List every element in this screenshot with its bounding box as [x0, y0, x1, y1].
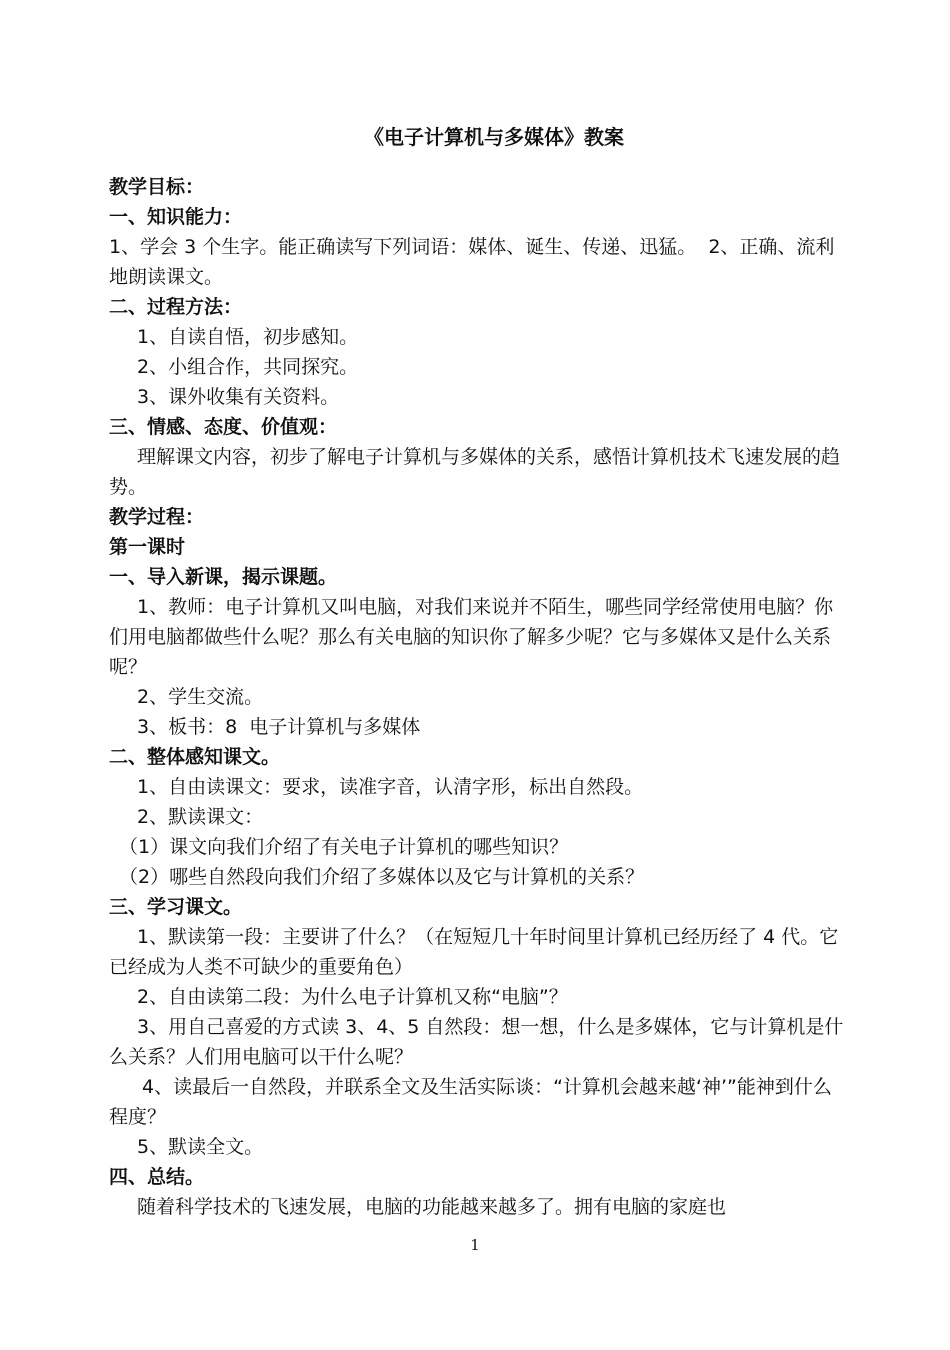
paragraph: （2）哪些自然段向我们介绍了多媒体以及它与计算机的关系？ — [119, 866, 645, 888]
paragraph: 1、默读第一段：主要讲了什么？（在短短几十年时间里计算机已经历经了 4 代。它已经成为人类不可缺少的重要角色） — [109, 926, 839, 978]
paragraph: 2、学生交流。 — [137, 686, 264, 708]
paragraph: 1、教师：电子计算机又叫电脑，对我们来说并不陌生，哪些同学经常使用电脑？你们用电脑都做些什么呢？那么有关电脑的知识你了解多少呢？它与多媒体又是什么关系呢？ — [109, 596, 834, 678]
paragraph: 3、课外收集有关资料。 — [137, 386, 340, 408]
paragraph: 1、学会 3 个生字。能正确读写下列词语：媒体、诞生、传递、迅猛。 2、正确、流利地朗读课文。 — [109, 236, 835, 288]
paragraph: 4、读最后一自然段，并联系全文及生活实际谈：“计算机会越来越‘神’”能神到什么程度？ — [109, 1076, 832, 1128]
paragraph: （1）课文向我们介绍了有关电子计算机的哪些知识？ — [119, 836, 569, 858]
paragraph: 1、自由读课文：要求，读准字音，认清字形，标出自然段。 — [137, 776, 644, 798]
section-heading: 教学目标： — [109, 176, 205, 198]
paragraph: 2、自由读第二段：为什么电子计算机又称“电脑”？ — [137, 986, 568, 1008]
section-heading: 教学过程： — [109, 506, 205, 528]
paragraph: 5、默读全文。 — [137, 1136, 264, 1158]
paragraph: 2、小组合作，共同探究。 — [137, 356, 359, 378]
paragraph: 2、默读课文： — [137, 806, 264, 828]
document-lines — [109, 172, 849, 1222]
document-body — [109, 120, 849, 1222]
paragraph: 3、板书：8 电子计算机与多媒体 — [137, 716, 421, 738]
section-heading: 一、导入新课，揭示课题。 — [109, 566, 338, 588]
section-heading: 四、总结。 — [109, 1166, 205, 1188]
section-heading: 三、情感、态度、价值观： — [109, 416, 338, 438]
paragraph: 理解课文内容，初步了解电子计算机与多媒体的关系，感悟计算机技术飞速发展的趋势。 — [109, 446, 841, 498]
section-heading: 二、过程方法： — [109, 296, 243, 318]
paragraph: 3、用自己喜爱的方式读 3、4、5 自然段：想一想，什么是多媒体，它与计算机是什么关系？人们用电脑可以干什么呢？ — [109, 1016, 844, 1068]
section-heading: 第一课时 — [109, 536, 186, 558]
paragraph: 随着科学技术的飞速发展，电脑的功能越来越多了。拥有电脑的家庭也 — [137, 1196, 727, 1218]
section-heading: 一、知识能力： — [109, 206, 243, 228]
section-heading: 二、整体感知课文。 — [109, 746, 281, 768]
page-number: 1 — [470, 1236, 480, 1254]
document-title: 《电子计算机与多媒体》教案 — [364, 125, 624, 149]
paragraph: 1、自读自悟，初步感知。 — [137, 326, 359, 348]
section-heading: 三、学习课文。 — [109, 896, 243, 918]
